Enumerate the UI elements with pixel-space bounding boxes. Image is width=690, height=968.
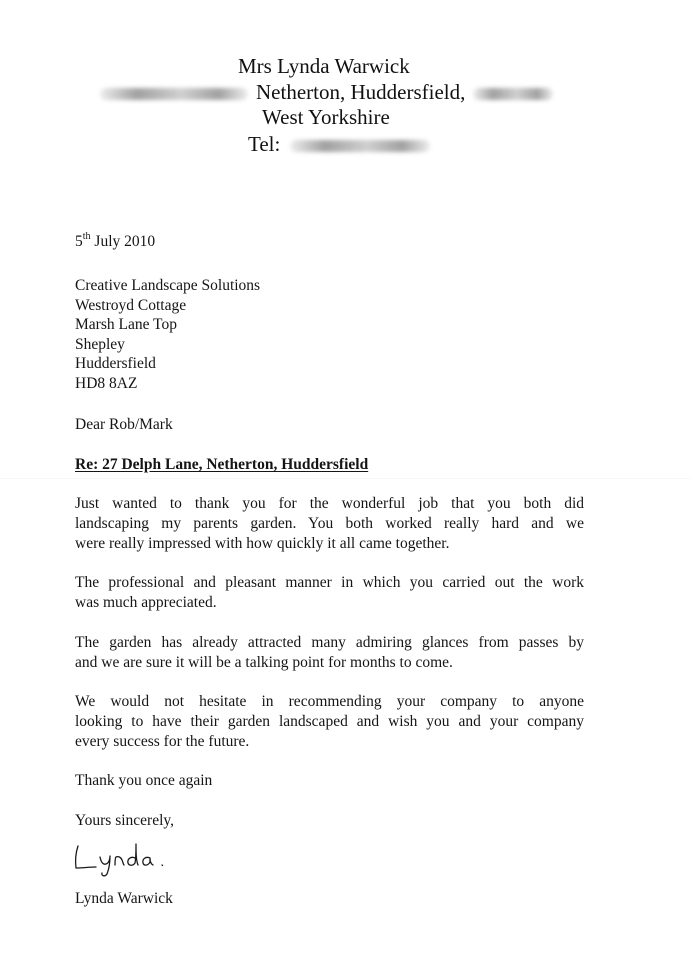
paragraph [75, 692, 584, 752]
date-day: 5 [75, 233, 83, 250]
paragraph-line: every success for the future. [75, 733, 250, 750]
tel-label: Tel: [248, 132, 281, 156]
paragraph-line: and we are sure it will be a talking point for months to come. [75, 654, 453, 671]
paragraph-line: looking to have their garden landscaped and wish you and your company [75, 713, 584, 730]
recipient-line: Huddersfield [75, 355, 156, 373]
recipient-line: Creative Landscape Solutions [75, 277, 261, 294]
closing-line: Yours sincerely, [75, 812, 175, 829]
handwritten-signature [72, 838, 192, 878]
paragraph [75, 633, 584, 673]
paragraph [75, 494, 584, 554]
subject-line: Re: 27 Delph Lane, Netherton, Huddersfield [75, 456, 369, 473]
paragraph [75, 573, 584, 613]
thanks-line: Thank you once again [75, 772, 213, 789]
paragraph-line: We would not hesitate in recommending your company to anyone [75, 693, 584, 710]
recipient-line: HD8 8AZ [75, 374, 138, 392]
date-month-year: July 2010 [90, 233, 156, 250]
paragraph-line: were really impressed with how quickly it all came together. [75, 535, 450, 552]
recipient-address [75, 276, 260, 394]
signatory-name: Lynda Warwick [75, 890, 173, 907]
redacted-telephone [290, 140, 430, 152]
scan-artifact [0, 478, 690, 479]
recipient-line: Westroyd Cottage [75, 296, 187, 314]
sender-name: Mrs Lynda Warwick [238, 54, 410, 78]
paragraph-line: was much appreciated. [75, 594, 217, 611]
salutation: Dear Rob/Mark [75, 416, 173, 433]
recipient-line: Shepley [75, 335, 125, 353]
sender-address-text: Netherton, Huddersfield, [256, 80, 466, 104]
paragraph-line: landscaping my parents garden. You both worked really hard and we [75, 515, 584, 532]
sender-county: West Yorkshire [262, 105, 390, 129]
recipient-line: Marsh Lane Top [75, 316, 177, 334]
paragraph-line: The professional and pleasant manner in which you carried out the work [75, 574, 584, 591]
letter-date [75, 232, 155, 252]
paragraph-line: Just wanted to thank you for the wonderful job that you both did [75, 495, 584, 512]
redacted-postcode [473, 88, 553, 100]
date-suffix: th [82, 230, 91, 242]
redacted-street [100, 88, 248, 100]
sender-telephone [248, 131, 430, 157]
sender-address [100, 79, 553, 105]
paragraph-line: The garden has already attracted many admiring glances from passes by [75, 634, 584, 651]
